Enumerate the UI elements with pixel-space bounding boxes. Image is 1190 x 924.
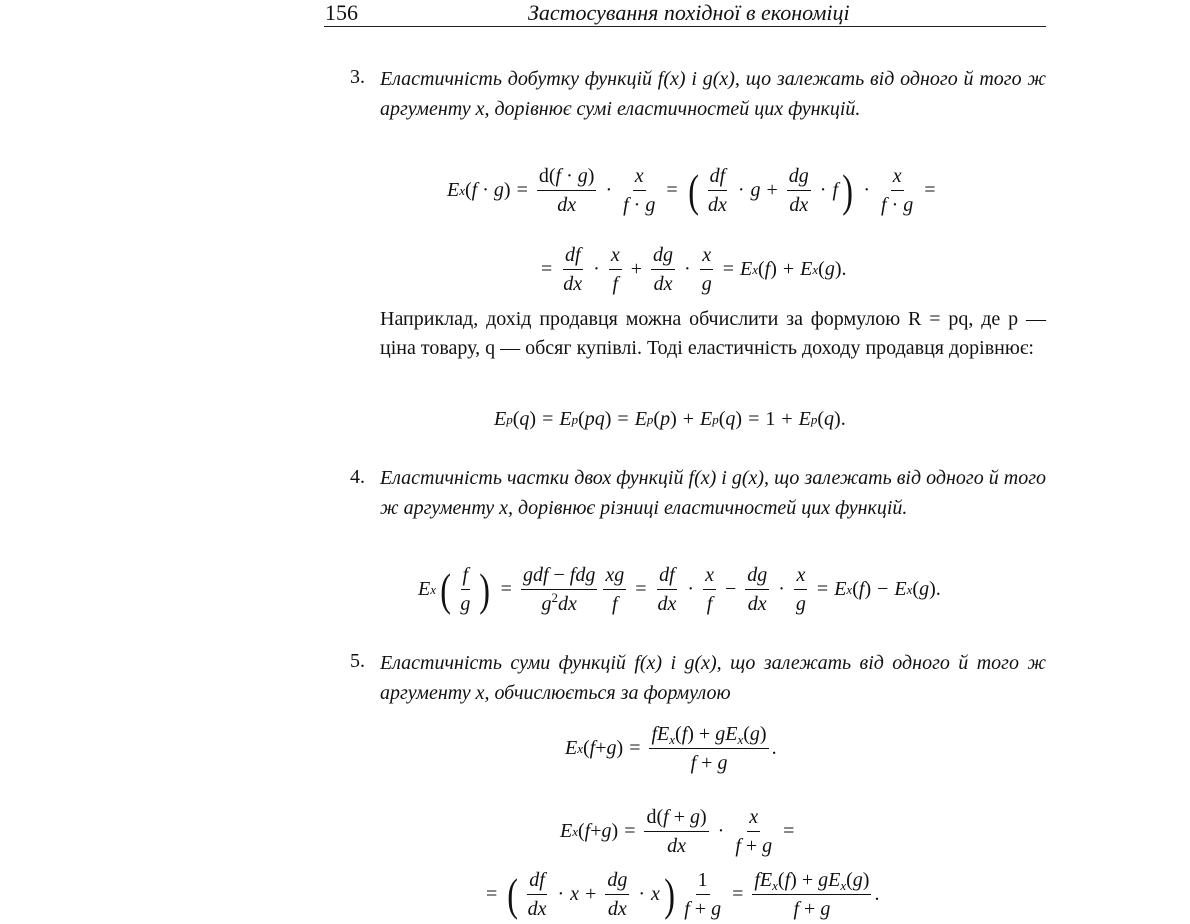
equation-product-2: = $\frac{df}{dx}$ · $\frac{x}{f}$ + $\frac{dg}{dx}$ · $\frac{x}{g}$ = E x ( f ) + E x ( g ). <box>541 244 847 295</box>
equation-product-1: E x (f · g) = $\frac{d(f \cdot g)}{dx}$ · $\frac{x}{f \cdot g}$ = ( $\frac{df}{dx}$ · g + $\frac{dg}{dx}$ · f ) · $\frac{x}{f \cdot g}$ = <box>447 164 936 216</box>
page-number: 156 <box>325 0 358 25</box>
item-3-number: 3. <box>350 66 365 88</box>
equation-sum-derivation-2: = ( $\frac{df}{dx}$ · x + $\frac{dg}{dx}$ · x ) $\frac{1}{f + g}$ = $\frac{fE_x(f) + gE_x(g)}{f + g}$ . <box>486 868 880 920</box>
item-5-number: 5. <box>350 650 365 672</box>
equation-quotient: E x ( $\frac{f}{g}$ ) = $\frac{\text{gdf − fdg}}{g^2dx}$ $\frac{xg}{f}$ = $\frac{df}{dx}$ · $\frac{x}{f}$ − $\frac{dg}{dx}$ · $\frac{x}{g}$ = E x ( f ) − E x ( g ). <box>418 563 941 615</box>
equation-sum-derivation-1: E x ( f + g ) = $\frac{d(f + g)}{dx}$ · $\frac{x}{f + g}$ = <box>560 806 795 857</box>
item-5-statement: Еластичність суми функцій f(x) і g(x), що залежать від одного й того ж аргументу x, обчислюється за формулою <box>380 652 1046 704</box>
running-title: Застосування похідної в економіці <box>528 0 850 25</box>
equation-sum-formula: E x ( f + g ) = $\frac{fE_x(f) + gE_x(g)}{f + g}$ . <box>565 723 777 774</box>
header-rule <box>324 26 1046 27</box>
item-4-number: 4. <box>350 466 365 488</box>
example-paragraph: Наприклад, дохід продавця можна обчислити за формулою R = pq, де p — ціна товару, q — обсяг купівлі. Тоді еластичність доходу продавця дорівнює: <box>380 308 1046 359</box>
equation-revenue: E p ( q ) = E p ( pq ) = E p ( p ) + E p ( q ) = 1 + E p ( q ). <box>494 408 846 430</box>
item-3-statement: Еластичність добутку функцій f(x) і g(x), що залежать від одного й того ж аргументу x, дорівнює сумі еластичностей цих функцій. <box>380 68 1046 120</box>
item-4-statement: Еластичність частки двох функцій f(x) і g(x), що залежать від одного й того ж аргументу x, дорівнює різниці еластичностей цих функцій. <box>380 467 1046 519</box>
